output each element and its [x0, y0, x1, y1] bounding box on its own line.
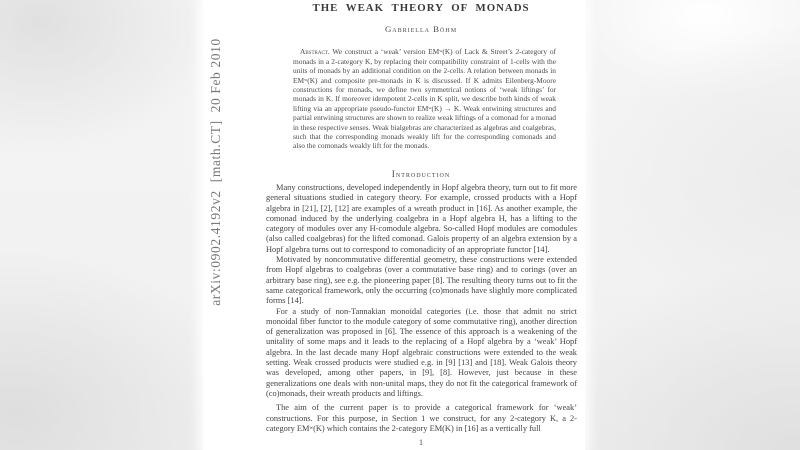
paragraph-1: Many constructions, developed independently in Hopf algebra theory, turn out to fit more general situations studied in category theory. For example, crossed products with a Hopf algebra in [21], [2], [12] are examples of a wreath product in [16]. As another example, the comonad induced by the underlying coalgebra in a Hopf algebra H, has a lifting to the category of modules over any H-comodule algebra. So-called Hopf modules are comodules (also called coalgebras) for the lifted comonad. Galois property of an algebra extension by a Hopf algebra turns out to correspond to comonadicity of an appropriate functor [14]. [266, 183, 577, 254]
arxiv-watermark: arXiv:0902.4192v2 [math.CT] 20 Feb 2010 [208, 38, 223, 306]
paper-page [203, 0, 585, 450]
abstract-label: Abstract. [300, 47, 330, 57]
paragraph-3: For a study of non-Tannakian monoidal categories (i.e. those that admit no strict monoidal fiber functor to the module category of some commutative ring), another direction of generalization was proposed in [6]. The essence of this approach is a weakening of the unitality of some maps and it leads to the replacing of a Hopf algebra by a ‘weak’ Hopf algebra. In the last decade many Hopf algebraic constructions were extended to the weak setting. Weak crossed products were studied e.g. in [9] [13] and [18]. Weak Galois theory was developed, among other papers, in [9], [8]. However, just because in these generalizations one deals with non-unital maps, they do not fit the categorical framework of (co)monads, their wreath products and liftings. [266, 306, 577, 398]
section-heading-introduction: Introduction [391, 169, 451, 179]
abstract [293, 47, 556, 150]
page-number: 1 [419, 438, 423, 447]
paper-title: THE WEAK THEORY OF MONADS [312, 2, 530, 14]
introduction-body [266, 183, 577, 434]
paragraph-4: The aim of the current paper is to provide a categorical framework for ‘weak’ constructions. For this purpose, in Section 1 we construct, for any 2-category K, a 2-category EMʷ(K) which contains the 2-category EM(K) in [16] as a vertically full [266, 403, 577, 433]
paragraph-2: Motivated by noncommutative differential geometry, these constructions were extended from Hopf algebras to coalgebras (over a commutative base ring) and to corings (over an arbitrary base ring), see e.g. the pioneering paper [8]. The resulting theory turns out to fit the same categorical framework, only the occurring (co)monads have slightly more complicated forms [14]. [266, 255, 577, 306]
abstract-text: We construct a ‘weak’ version EMʷ(K) of Lack & Street’s 2-category of monads in a 2-category K, by replacing their compatibility constraint of 1-cells with the units of monads by an additional condition on the 2-cells. A relation between monads in EMʷ(K) and composite pre-monads in K is discussed. If K admits Eilenberg-Moore constructions for monads, we define two symmetrical notions of ‘weak liftings’ for monads in K. If moreover idempotent 2-cells in K split, we describe both kinds of weak lifting via an appropriate pseudo-functor EMʷ(K) → K. Weak entwining structures and partial entwining structures are shown to realize weak liftings of a comonad for a monad in these respective senses. Weak bialgebras are characterized as algebras and coalgebras, such that the corresponding monads weakly lift for the corresponding comonads and also the comonads weakly lift for the monads. [293, 47, 556, 151]
paper-author: Gabriella Böhm [384, 24, 458, 34]
